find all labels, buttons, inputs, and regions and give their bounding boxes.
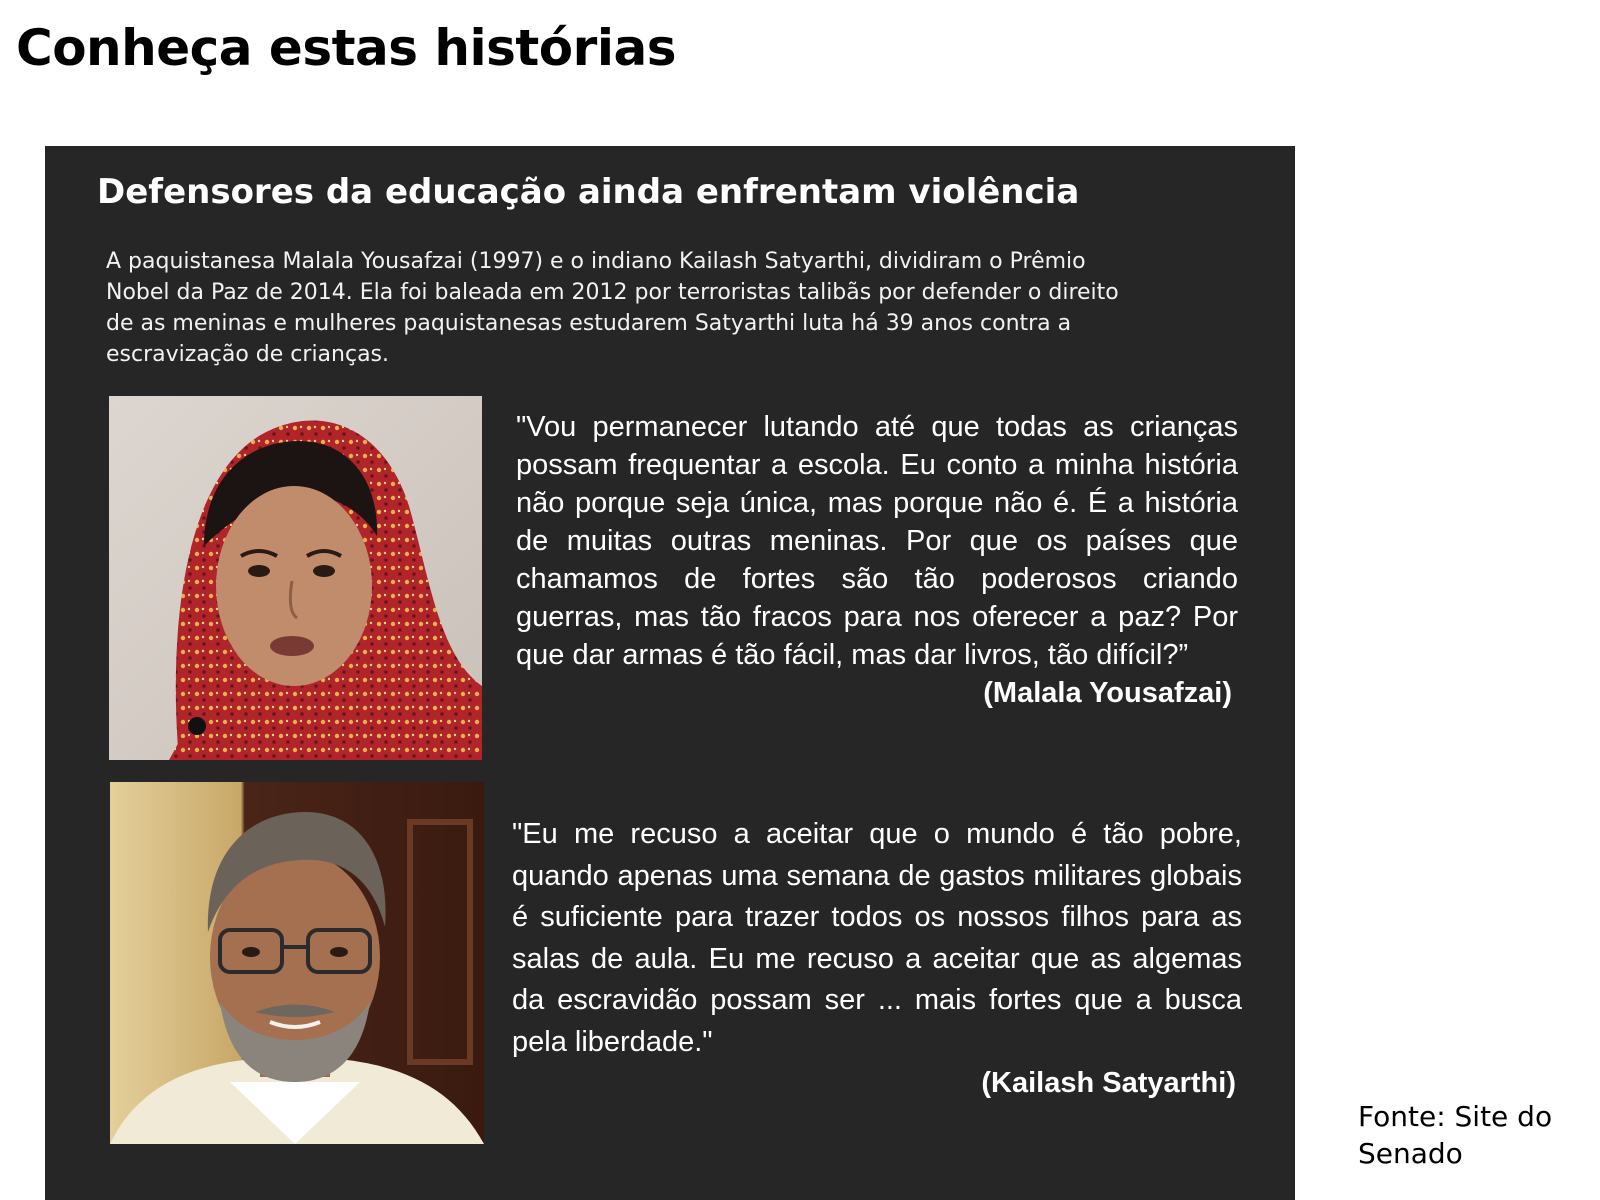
panel-heading: Defensores da educação ainda enfrentam violência	[97, 172, 1080, 212]
quote-author-malala: (Malala Yousafzai)	[983, 677, 1232, 709]
quote-author-kailash: (Kailash Satyarthi)	[981, 1067, 1236, 1099]
portrait-photo-malala	[109, 396, 482, 760]
intro-paragraph: A paquistanesa Malala Yousafzai (1997) e o indiano Kailash Satyarthi, dividiram o Prêmio Nobel da Paz de 2014. Ela foi baleada em 2012 por terroristas talibãs por defender o direito de as meninas e mulheres paquistanesas estudarem Satyarthi luta há 39 anos contra a escravização de crianças.	[106, 249, 1119, 367]
quote-text-kailash: "Eu me recuso a aceitar que o mundo é tão pobre, quando apenas uma semana de gastos militares globais é suficiente para trazer todos os nossos filhos para as salas de aula. Eu me recuso a aceitar que as algemas da escravidão possam ser ... mais fortes que a busca pela liberdade."	[512, 818, 1242, 1058]
quote-text-malala: "Vou permanecer lutando até que todas as crianças possam frequentar a escola. Eu conto a minha história não porque seja única, mas porque não é. É a história de muitas outras meninas. Por que os países que chamamos de fortes são tão poderosos criando guerras, mas tão fracos para nos oferecer a paz? Por que dar armas é tão fácil, mas dar livros, tão difícil?”	[516, 411, 1238, 671]
quote-kailash	[512, 814, 1242, 1104]
page-title: Conheça estas histórias	[16, 19, 676, 77]
portrait-photo-kailash	[110, 782, 484, 1144]
quote-malala	[516, 408, 1238, 712]
source-caption: Fonte: Site do Senado	[1358, 1100, 1553, 1170]
infographic-panel	[45, 146, 1295, 1200]
